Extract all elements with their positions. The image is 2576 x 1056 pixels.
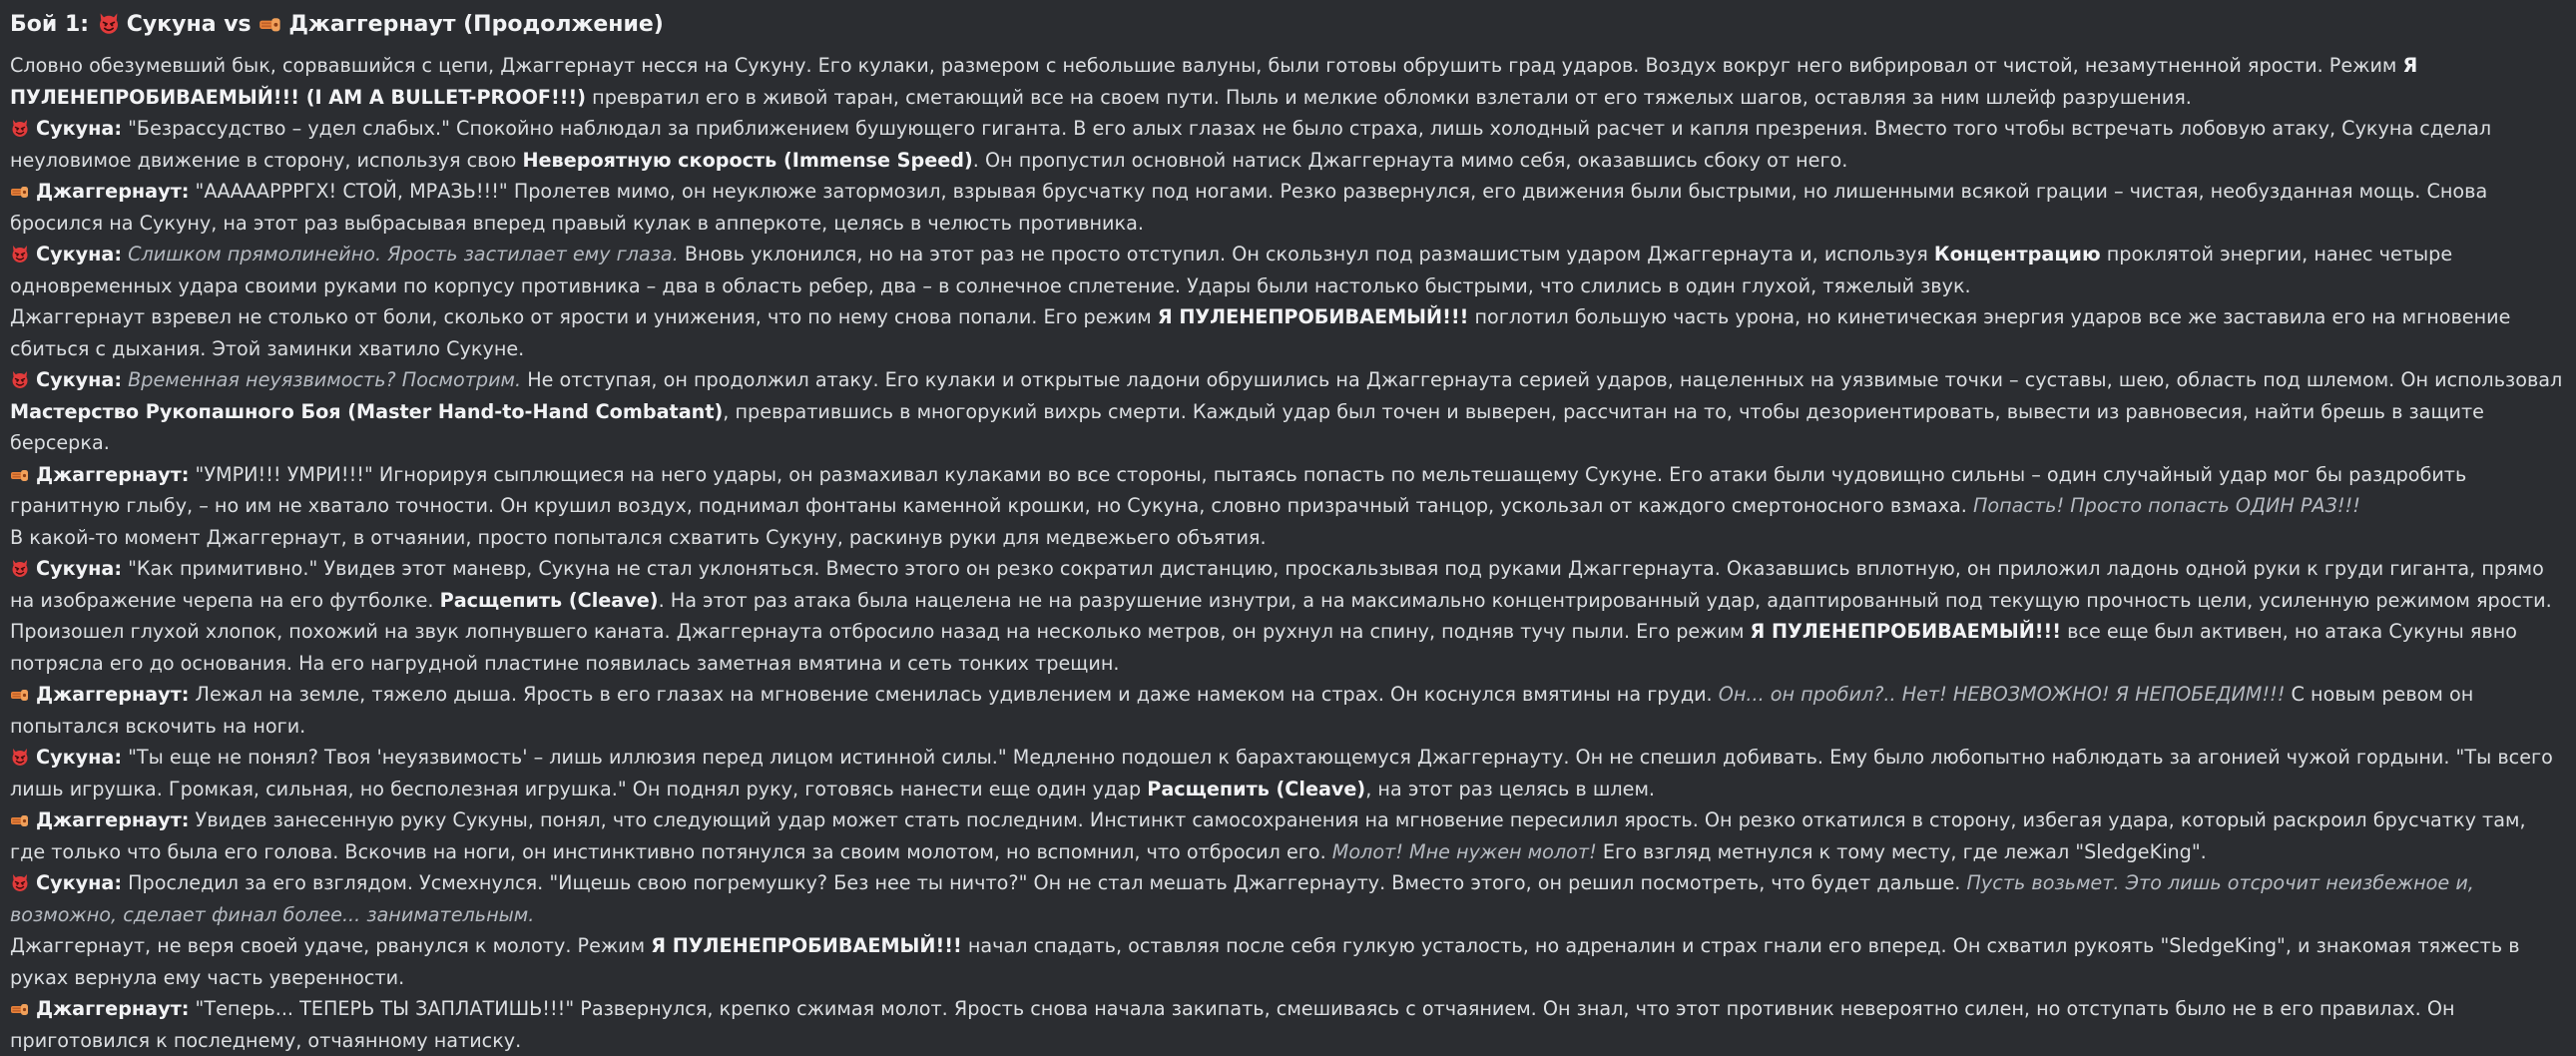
speaker-name: Сукуна: [36, 871, 122, 894]
narration-paragraph [10, 50, 2566, 113]
title-fighter-2: Джаггернаут (Продолжение) [288, 12, 664, 37]
inner-thought: Слишком прямолинейно. Ярость застилает ему глаза. [128, 243, 679, 265]
sukuna-line [10, 553, 2566, 616]
arm-cannon-icon [10, 684, 30, 704]
text: Словно обезумевший бык, сорвавшийся с цепи, Джаггернаут несся на Сукуну. Его кулаки, размером с небольшие валуны, были готовы обрушить град ударов. Воздух вокруг него вибрировал от чистой, незамутненной ярости. Режим [10, 54, 2403, 77]
arm-cannon-icon [10, 809, 30, 829]
text: . Он пропустил основной натиск Джаггернаута мимо себя, оказавшись сбоку от него. [972, 148, 1848, 172]
demon-face-icon [10, 872, 30, 892]
text: "Ты еще не понял? Твоя 'неуязвимость' – лишь иллюзия перед лицом истинной силы." Медленно подошел к барахтающемуся Джаггернауту. Он не спешил добивать. Ему было любопытно наблюдать за агонией чужой гордыни. "Ты всего лишь игрушка. Громкая, сильная, но бесполезная игрушка." Он поднял руку, готовясь нанести еще один удар [10, 746, 2553, 800]
title-prefix: Бой 1: [10, 12, 90, 37]
text: Проследил за его взглядом. Усмехнулся. "Ищешь свою погремушку? Без нее ты ничто?" Он не стал мешать Джаггернауту. Вместо этого, он решил посмотреть, что будет дальше. [122, 871, 1967, 894]
text: "Как примитивно." Увидев этот маневр, Сукуна не стал уклоняться. Вместо этого он резко сократил дистанцию, проскальзывая под руками Джаггернаута. Оказавшись вплотную, он приложил ладонь одной руки к груди гиганта, прямо на изображение черепа на его футболке. [10, 557, 2544, 612]
sukuna-line [10, 867, 2566, 930]
narration-paragraph [10, 522, 2566, 554]
ability-name: Я ПУЛЕНЕПРОБИВАЕМЫЙ!!! [651, 934, 962, 957]
ability-name: Расщепить (Cleave) [1147, 777, 1366, 800]
text: поглотил большую часть урона, но кинетическая энергия ударов все же заставила его на мгновение сбиться с дыхания. Этой заминки хватило Сукуне. [10, 305, 2511, 360]
text: Джаггернаут взревел не столько от боли, сколько от ярости и унижения, что по нему снова попали. Его режим [10, 305, 1158, 328]
juggernaut-line [10, 993, 2566, 1056]
speaker-name: Сукуна: [36, 243, 122, 265]
text: все еще был активен, но атака Сукуны явно потрясла его до основания. На его нагрудной пластине появилась заметная вмятина и сеть тонких трещин. [10, 620, 2518, 675]
ability-name: Я ПУЛЕНЕПРОБИВАЕМЫЙ!!! [1157, 305, 1469, 328]
inner-thought: Пусть возьмет. Это лишь отсрочит неизбежное и, возможно, сделает финал более... занимательным. [10, 871, 2474, 926]
inner-thought: Молот! Мне нужен молот! [1331, 839, 1597, 863]
ability-name: Мастерство Рукопашного Боя (Master Hand-to-Hand Combatant) [10, 399, 724, 423]
demon-face-icon [10, 558, 30, 578]
ability-name: Расщепить (Cleave) [439, 588, 659, 612]
speaker-name: Джаггернаут: [36, 683, 190, 706]
ability-name: Концентрацию [1933, 243, 2101, 265]
text: Его взгляд метнулся к тому месту, где лежал "SledgeKing". [1596, 839, 2207, 863]
arm-cannon-icon [258, 11, 282, 35]
demon-face-icon [10, 244, 30, 264]
demon-face-icon [10, 369, 30, 389]
page-title [10, 8, 2566, 42]
text: "Теперь... ТЕПЕРЬ ТЫ ЗАПЛАТИШЬ!!!" Развернулся, крепко сжимая молот. Ярость снова начала закипать, смешиваясь с отчаянием. Он знал, что этот противник невероятно силен, но отступать было не в его правилах. Он приготовился к последнему, отчаянному натиску. [10, 997, 2455, 1052]
speaker-name: Сукуна: [36, 117, 122, 140]
text: "АААААРРРГХ! СТОЙ, МРАЗЬ!!!" Пролетев мимо, он неуклюже затормозил, взрывая брусчатку под ногами. Резко развернулся, его движения были быстрыми, но лишенными всякой грации – чистая, необузданная мощь. Снова бросился на Сукуну, на этот раз выбрасывая вперед правый кулак в апперкоте, целясь в челюсть противника. [10, 180, 2488, 235]
text: Джаггернаут, не веря своей удаче, рванулся к молоту. Режим [10, 934, 652, 957]
sukuna-line [10, 742, 2566, 804]
text: Увидев занесенную руку Сукуны, понял, что следующий удар может стать последним. Инстинкт самосохранения на мгновение пересилил ярость. Он резко откатился в сторону, избегая удара, который раскроил брусчатку там, где только что была его голова. Вскочив на ноги, он инстинктивно потянулся за своим молотом, но вспомнил, что отбросил его. [10, 808, 2526, 863]
demon-face-icon [97, 11, 121, 35]
juggernaut-line [10, 804, 2566, 867]
title-fighter-1: Сукуна [126, 12, 217, 37]
narration-paragraph [10, 301, 2566, 364]
juggernaut-line [10, 459, 2566, 522]
sukuna-line [10, 113, 2566, 176]
title-vs: vs [224, 12, 252, 37]
text: Не отступая, он продолжил атаку. Его кулаки и открытые ладони обрушились на Джаггернаута серией ударов, нацеленных на уязвимые точки – суставы, шею, область под шлемом. Он использовал [521, 368, 2563, 391]
sukuna-line [10, 364, 2566, 459]
narration-paragraph [10, 930, 2566, 993]
inner-thought: Попасть! Просто попасть ОДИН РАЗ!!! [1972, 494, 2360, 517]
juggernaut-line [10, 176, 2566, 239]
arm-cannon-icon [10, 998, 30, 1018]
speaker-name: Джаггернаут: [36, 808, 190, 831]
narration-paragraph [10, 616, 2566, 679]
text: "Безрассудство – удел слабых." Спокойно наблюдал за приближением бушующего гиганта. В его алых глазах не было страха, лишь холодный расчет и капля презрения. Вместо того чтобы встречать лобовую атаку, Сукуна сделал неуловимое движение в сторону, используя свою [10, 117, 2492, 172]
text: . На этот раз атака была нацелена не на разрушение изнутри, а на максимально концентрированный удар, адаптированный под текущую прочность цели, усиленную режимом ярости. [658, 588, 2552, 612]
text: начал спадать, оставляя после себя гулкую усталость, но адреналин и страх гнали его вперед. Он схватил рукоять "SledgeKing", и знакомая тяжесть в руках вернула ему часть уверенности. [10, 934, 2520, 989]
speaker-name: Сукуна: [36, 557, 122, 580]
ability-name: Я ПУЛЕНЕПРОБИВАЕМЫЙ!!! [1750, 620, 2062, 643]
speaker-name: Сукуна: [36, 746, 122, 769]
demon-face-icon [10, 747, 30, 767]
text: Вновь уклонился, но на этот раз не просто отступил. Он скользнул под размашистым ударом Джаггернаута и, используя [678, 243, 1934, 265]
arm-cannon-icon [10, 181, 30, 201]
ability-name: Я ПУЛЕНЕПРОБИВАЕМЫЙ!!! (I AM A BULLET-PROOF!!!) [10, 54, 2418, 109]
speaker-name: Сукуна: [36, 368, 122, 391]
arm-cannon-icon [10, 464, 30, 484]
inner-thought: Он... он пробил?.. Нет! НЕВОЗМОЖНО! Я НЕПОБЕДИМ!!! [1718, 683, 2286, 706]
text: превратил его в живой таран, сметающий все на своем пути. Пыль и мелкие обломки взлетали от его тяжелых шагов, оставляя за ним шлейф разрушения. [586, 85, 2192, 109]
text: проклятой энергии, нанес четыре одновременных удара своими руками по корпусу противника – два в область ребер, два – в солнечное сплетение. Удары были настолько быстрыми, что слились в один глухой, тяжелый звук. [10, 243, 2453, 297]
juggernaut-line [10, 679, 2566, 742]
ability-name: Невероятную скорость (Immense Speed) [522, 148, 973, 172]
speaker-name: Джаггернаут: [36, 180, 190, 203]
text: Произошел глухой хлопок, похожий на звук лопнувшего каната. Джаггернаута отбросило назад на несколько метров, он рухнул на спину, подняв тучу пыли. Его режим [10, 620, 1751, 643]
demon-face-icon [10, 118, 30, 138]
text: "УМРИ!!! УМРИ!!!" Игнорируя сыплющиеся на него удары, он размахивал кулаками во все стороны, пытаясь попасть по мельтешащему Сукуне. Его атаки были чудовищно сильны – один случайный удар мог бы раздробить гранитную глыбу, – но им не хватало точности. Он крушил воздух, поднимал фонтаны каменной крошки, но Сукуна, словно призрачный танцор, ускользал от каждого смертоносного взмаха. [10, 462, 2467, 517]
text: , на этот раз целясь в шлем. [1365, 777, 1656, 800]
text: Лежал на земле, тяжело дыша. Ярость в его глазах на мгновение сменилась удивлением и даже намеком на страх. Он коснулся вмятины на груди. [189, 683, 1719, 706]
sukuna-line [10, 239, 2566, 301]
text: С новым ревом он попытался вскочить на ноги. [10, 683, 2474, 738]
speaker-name: Джаггернаут: [36, 997, 190, 1020]
text: , превратившись в многорукий вихрь смерти. Каждый удар был точен и выверен, рассчитан на то, чтобы дезориентировать, вывести из равновесия, найти брешь в защите берсерка. [10, 399, 2484, 454]
text: В какой-то момент Джаггернаут, в отчаянии, просто попытался схватить Сукуну, раскинув руки для медвежьего объятия. [10, 525, 1267, 549]
inner-thought: Временная неуязвимость? Посмотрим. [128, 368, 522, 391]
speaker-name: Джаггернаут: [36, 462, 190, 486]
